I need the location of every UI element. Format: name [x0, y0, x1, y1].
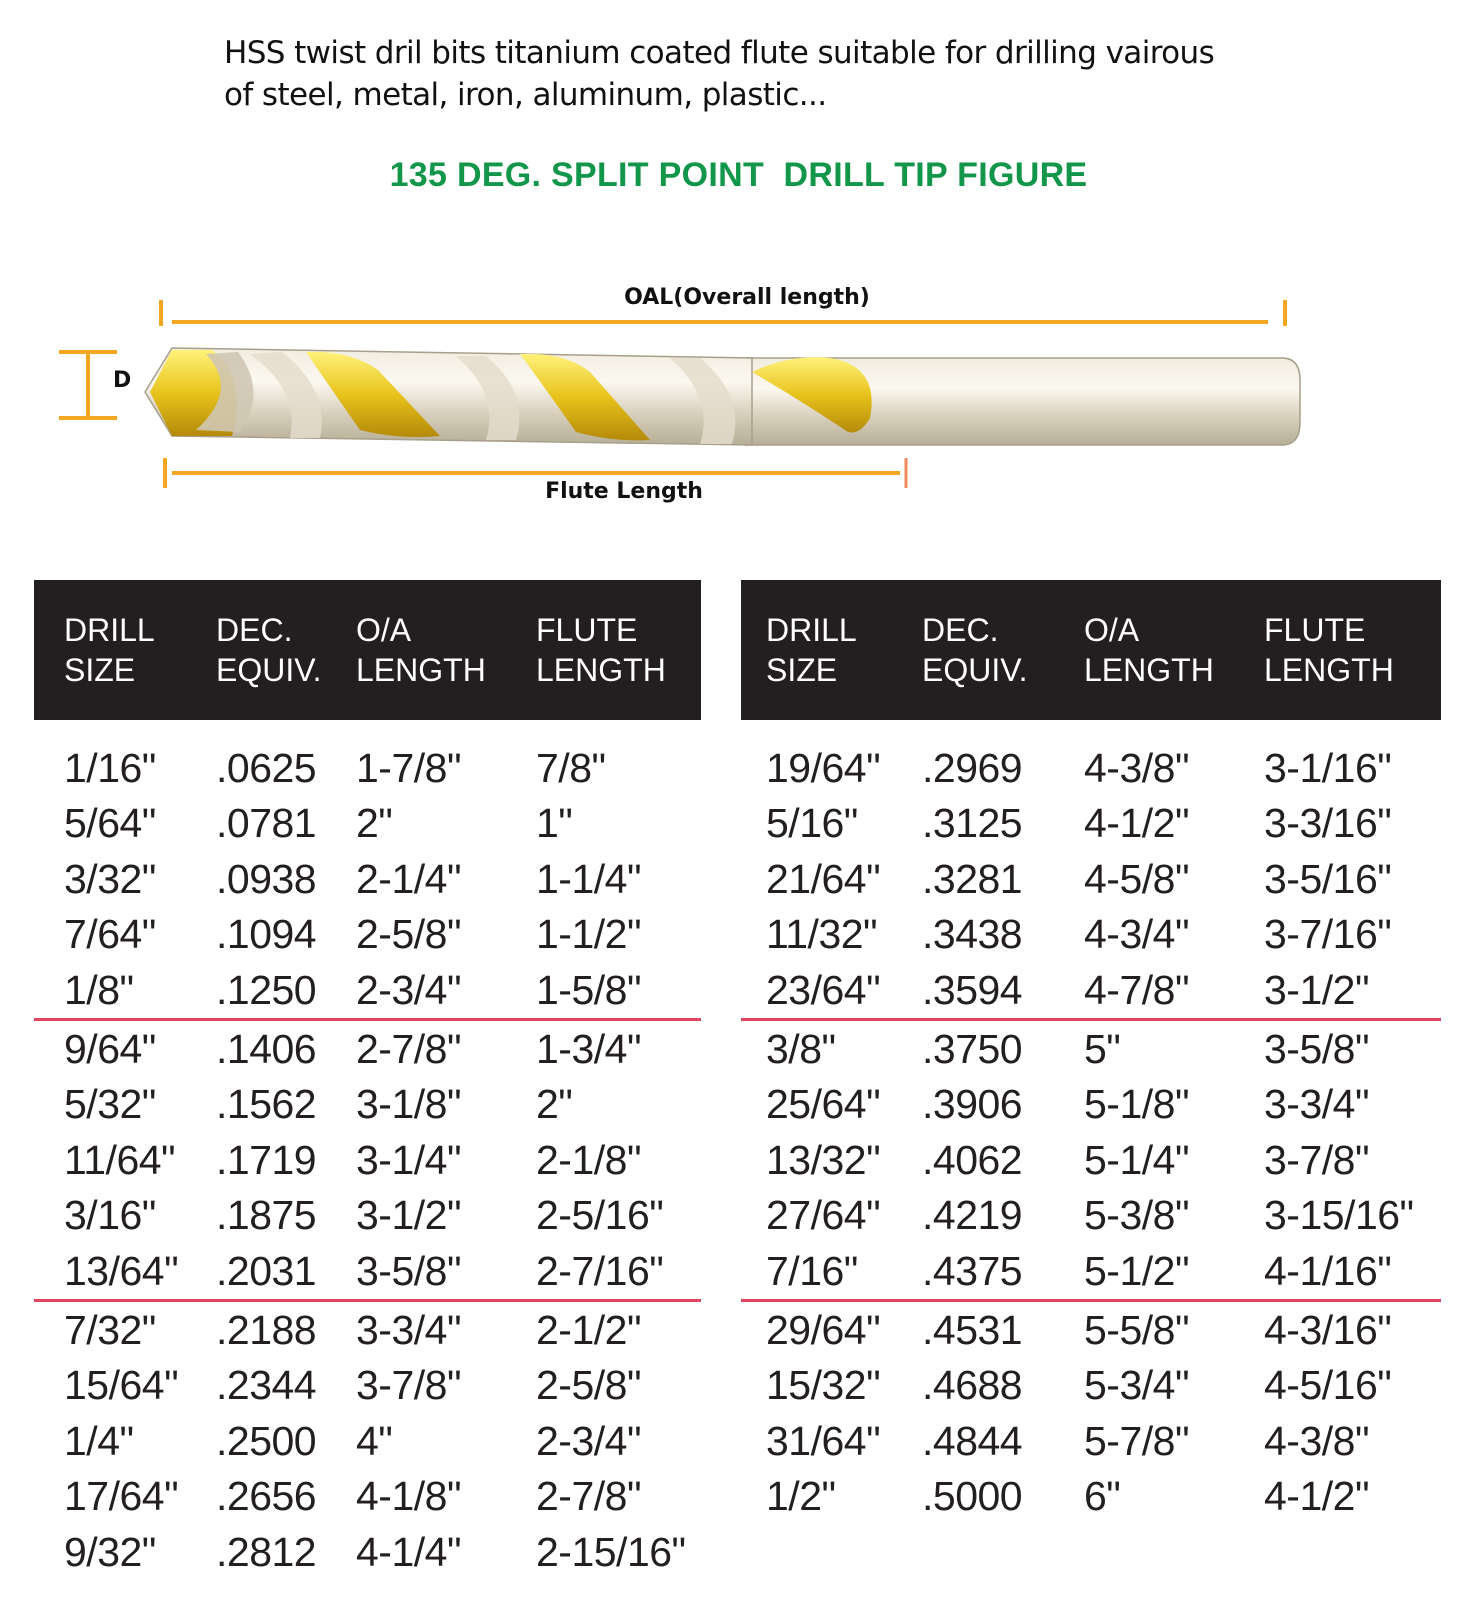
cell-dec-equiv: .3438 [922, 911, 1023, 958]
cell-dec-equiv: .2344 [216, 1362, 317, 1409]
cell-oa-length: 5-1/4" [1084, 1136, 1190, 1183]
cell-oa-length: 5-1/8" [1084, 1081, 1190, 1128]
row-spacer [34, 1133, 64, 1189]
cell-drill-size: 3/8" [766, 1020, 922, 1077]
diameter-label: D [113, 368, 132, 393]
cell-oa-length: 3-1/8" [356, 1081, 462, 1128]
cell-drill-size: 9/32" [64, 1529, 156, 1576]
header-dec-equiv: DEC. EQUIV. [922, 612, 1028, 688]
cell-oa-length: 2-7/8" [356, 1020, 536, 1077]
table-row [741, 1469, 1441, 1525]
cell-drill-size: 27/64" [766, 1192, 881, 1239]
table-row [741, 1133, 1441, 1189]
cell-flute-length: 2-5/8" [536, 1362, 642, 1409]
row-spacer [741, 1469, 766, 1525]
cell-dec-equiv: .3125 [922, 800, 1023, 847]
row-spacer [34, 1020, 64, 1077]
cell-drill-size: 13/64" [64, 1248, 179, 1295]
cell-dec-equiv: .4844 [922, 1417, 1023, 1464]
header-drill-size: DRILL SIZE [64, 612, 155, 688]
cell-flute-length: 4-1/2" [1264, 1473, 1370, 1520]
row-spacer [741, 1414, 766, 1470]
row-spacer [741, 1133, 766, 1189]
cell-drill-size: 5/32" [64, 1081, 156, 1128]
row-spacer [34, 1525, 64, 1581]
intro-text [224, 32, 1284, 116]
table-row [741, 1244, 1441, 1301]
cell-flute-length: 3-7/8" [1264, 1136, 1370, 1183]
table-row [741, 796, 1441, 852]
cell-oa-length: 2" [356, 800, 393, 847]
table-row [741, 1020, 1441, 1077]
flute-length-label: Flute Length [545, 479, 703, 504]
row-spacer [741, 907, 766, 963]
cell-dec-equiv: .4375 [922, 1248, 1023, 1295]
cell-flute-length: 7/8" [536, 744, 606, 791]
cell-dec-equiv: .3594 [922, 967, 1023, 1014]
cell-oa-length: 2-1/4" [356, 855, 462, 902]
cell-drill-size: 23/64" [766, 967, 881, 1014]
cell-oa-length: 1-7/8" [356, 744, 462, 791]
table-header-row [741, 580, 1441, 720]
table-row [34, 963, 701, 1020]
cell-flute-length: 3-3/16" [1264, 800, 1392, 847]
cell-dec-equiv: .1406 [216, 1020, 356, 1077]
cell-oa-length: 3-1/2" [356, 1192, 462, 1239]
cell-dec-equiv: .2656 [216, 1473, 317, 1520]
cell-dec-equiv: .2969 [922, 744, 1023, 791]
row-spacer [741, 1244, 766, 1301]
table-row [741, 1301, 1441, 1358]
table-row [34, 1358, 701, 1414]
row-spacer [34, 720, 64, 796]
cell-flute-length: 1-3/4" [536, 1020, 701, 1077]
table-row [34, 1469, 701, 1525]
table-body [741, 720, 1441, 1525]
row-spacer [34, 907, 64, 963]
cell-drill-size: 9/64" [64, 1020, 216, 1077]
row-spacer [34, 1414, 64, 1470]
cell-drill-size: 7/32" [64, 1301, 216, 1358]
table-row [34, 1020, 701, 1077]
cell-dec-equiv: .4219 [922, 1192, 1023, 1239]
cell-dec-equiv: .5000 [922, 1473, 1023, 1520]
cell-flute-length: 1" [536, 800, 573, 847]
cell-oa-length: 3-3/4" [356, 1301, 536, 1358]
cell-drill-size: 21/64" [766, 855, 881, 902]
cell-oa-length: 4-7/8" [1084, 967, 1190, 1014]
table-row [741, 963, 1441, 1020]
drill-spec-table-left [34, 580, 701, 1580]
cell-dec-equiv: .2188 [216, 1301, 356, 1358]
cell-flute-length: 2" [536, 1081, 573, 1128]
cell-flute-length: 1-5/8" [536, 967, 642, 1014]
cell-flute-length: 1-1/4" [536, 855, 642, 902]
cell-flute-length: 2-15/16" [536, 1529, 686, 1576]
header-drill-size: DRILL SIZE [766, 612, 857, 688]
table-row [34, 1077, 701, 1133]
cell-flute-length: 2-7/16" [536, 1248, 664, 1295]
cell-flute-length: 3-1/2" [1264, 967, 1370, 1014]
cell-drill-size: 15/32" [766, 1362, 881, 1409]
row-spacer [741, 1077, 766, 1133]
cell-dec-equiv: .1719 [216, 1136, 317, 1183]
table-row [34, 1414, 701, 1470]
cell-dec-equiv: .4062 [922, 1136, 1023, 1183]
table-row [34, 852, 701, 908]
row-spacer [741, 963, 766, 1020]
cell-drill-size: 1/4" [64, 1417, 134, 1464]
cell-drill-size: 1/2" [766, 1473, 836, 1520]
cell-dec-equiv: .2031 [216, 1248, 317, 1295]
table-header-row [34, 580, 701, 720]
cell-dec-equiv: .3750 [922, 1020, 1084, 1077]
row-spacer [741, 1301, 766, 1358]
cell-oa-length: 5" [1084, 1020, 1264, 1077]
row-spacer [741, 852, 766, 908]
table-row [34, 907, 701, 963]
cell-dec-equiv: .1875 [216, 1192, 317, 1239]
cell-dec-equiv: .4531 [922, 1301, 1084, 1358]
cell-dec-equiv: .1562 [216, 1081, 317, 1128]
cell-flute-length: 2-5/16" [536, 1192, 664, 1239]
cell-drill-size: 7/16" [766, 1248, 858, 1295]
cell-oa-length: 2-3/4" [356, 967, 462, 1014]
table-row [34, 720, 701, 796]
cell-flute-length: 4-1/16" [1264, 1248, 1392, 1295]
row-spacer [34, 963, 64, 1020]
cell-oa-length: 3-1/4" [356, 1136, 462, 1183]
cell-dec-equiv: .3906 [922, 1081, 1023, 1128]
cell-dec-equiv: .4688 [922, 1362, 1023, 1409]
cell-oa-length: 4-3/8" [1084, 744, 1190, 791]
row-spacer [34, 852, 64, 908]
cell-drill-size: 7/64" [64, 911, 156, 958]
table-row [741, 852, 1441, 908]
cell-flute-length: 3-1/16" [1264, 744, 1392, 791]
row-spacer [741, 1358, 766, 1414]
cell-flute-length: 2-7/8" [536, 1473, 642, 1520]
cell-oa-length: 6" [1084, 1473, 1121, 1520]
oal-label: OAL(Overall length) [624, 285, 870, 310]
row-spacer [34, 1301, 64, 1358]
cell-drill-size: 5/64" [64, 800, 156, 847]
table-row [741, 1358, 1441, 1414]
cell-oa-length: 5-7/8" [1084, 1417, 1190, 1464]
cell-dec-equiv: .2500 [216, 1417, 317, 1464]
cell-dec-equiv: .0938 [216, 855, 317, 902]
cell-oa-length: 5-3/8" [1084, 1192, 1190, 1239]
cell-dec-equiv: .1094 [216, 911, 317, 958]
diameter-dimension [59, 352, 131, 418]
cell-flute-length: 1-1/2" [536, 911, 642, 958]
row-spacer [34, 1469, 64, 1525]
table-row [741, 907, 1441, 963]
cell-drill-size: 13/32" [766, 1136, 881, 1183]
cell-drill-size: 19/64" [766, 744, 881, 791]
intro-line-1: HSS twist dril bits titanium coated flute suitable for drilling vairous [224, 35, 1215, 71]
cell-drill-size: 5/16" [766, 800, 858, 847]
drill-spec-table-right [741, 580, 1441, 1525]
row-spacer [34, 1358, 64, 1414]
row-spacer [34, 1077, 64, 1133]
cell-drill-size: 1/16" [64, 744, 156, 791]
cell-flute-length: 2-3/4" [536, 1417, 642, 1464]
table-row [34, 1244, 701, 1301]
cell-drill-size: 11/32" [766, 911, 878, 958]
cell-oa-length: 5-5/8" [1084, 1301, 1264, 1358]
drill-bit-diagram [0, 270, 1477, 520]
row-spacer [741, 720, 766, 796]
cell-oa-length: 5-1/2" [1084, 1248, 1190, 1295]
cell-flute-length: 3-5/16" [1264, 855, 1392, 902]
header-dec-equiv: DEC. EQUIV. [216, 612, 322, 688]
header-oa-length: O/A LENGTH [1084, 612, 1214, 688]
cell-oa-length: 3-5/8" [356, 1248, 462, 1295]
table-row [741, 1188, 1441, 1244]
cell-flute-length: 3-5/8" [1264, 1020, 1441, 1077]
row-spacer [34, 1244, 64, 1301]
table-row [34, 1133, 701, 1189]
cell-drill-size: 1/8" [64, 967, 134, 1014]
table-row [34, 1525, 701, 1581]
cell-oa-length: 2-5/8" [356, 911, 462, 958]
cell-oa-length: 4-5/8" [1084, 855, 1190, 902]
cell-drill-size: 25/64" [766, 1081, 881, 1128]
table-row [34, 796, 701, 852]
cell-flute-length: 2-1/8" [536, 1136, 642, 1183]
header-flute-length: FLUTE LENGTH [536, 612, 666, 688]
row-spacer [34, 1188, 64, 1244]
table-row [34, 1188, 701, 1244]
figure-title: 135 DEG. SPLIT POINT DRILL TIP FIGURE [389, 156, 1088, 194]
cell-drill-size: 3/32" [64, 855, 156, 902]
cell-drill-size: 15/64" [64, 1362, 179, 1409]
flute-length-dimension [165, 458, 906, 504]
cell-drill-size: 17/64" [64, 1473, 179, 1520]
table-row [34, 1301, 701, 1358]
row-spacer [34, 796, 64, 852]
cell-flute-length: 3-15/16" [1264, 1192, 1414, 1239]
cell-drill-size: 29/64" [766, 1301, 922, 1358]
cell-dec-equiv: .3281 [922, 855, 1023, 902]
cell-oa-length: 4-3/4" [1084, 911, 1190, 958]
table-body [34, 720, 701, 1580]
cell-drill-size: 11/64" [64, 1136, 176, 1183]
cell-oa-length: 3-7/8" [356, 1362, 462, 1409]
header-oa-length: O/A LENGTH [356, 612, 486, 688]
cell-flute-length: 4-3/8" [1264, 1417, 1370, 1464]
cell-flute-length: 4-5/16" [1264, 1362, 1392, 1409]
oal-dimension [161, 285, 1285, 326]
cell-flute-length: 3-3/4" [1264, 1081, 1370, 1128]
row-spacer [741, 796, 766, 852]
cell-oa-length: 5-3/4" [1084, 1362, 1190, 1409]
drill-bit [145, 348, 1300, 445]
cell-oa-length: 4-1/8" [356, 1473, 462, 1520]
cell-drill-size: 3/16" [64, 1192, 156, 1239]
cell-oa-length: 4-1/4" [356, 1529, 462, 1576]
cell-flute-length: 4-3/16" [1264, 1301, 1441, 1358]
cell-flute-length: 2-1/2" [536, 1301, 701, 1358]
intro-line-2: of steel, metal, iron, aluminum, plastic... [224, 77, 827, 113]
table-row [741, 1414, 1441, 1470]
row-spacer [741, 1020, 766, 1077]
cell-dec-equiv: .2812 [216, 1529, 317, 1576]
cell-oa-length: 4" [356, 1417, 393, 1464]
header-flute-length: FLUTE LENGTH [1264, 612, 1394, 688]
cell-dec-equiv: .1250 [216, 967, 317, 1014]
cell-flute-length: 3-7/16" [1264, 911, 1392, 958]
row-spacer [741, 1188, 766, 1244]
cell-dec-equiv: .0781 [216, 800, 317, 847]
cell-dec-equiv: .0625 [216, 744, 317, 791]
table-row [741, 1077, 1441, 1133]
table-row [741, 720, 1441, 796]
cell-drill-size: 31/64" [766, 1417, 881, 1464]
cell-oa-length: 4-1/2" [1084, 800, 1190, 847]
